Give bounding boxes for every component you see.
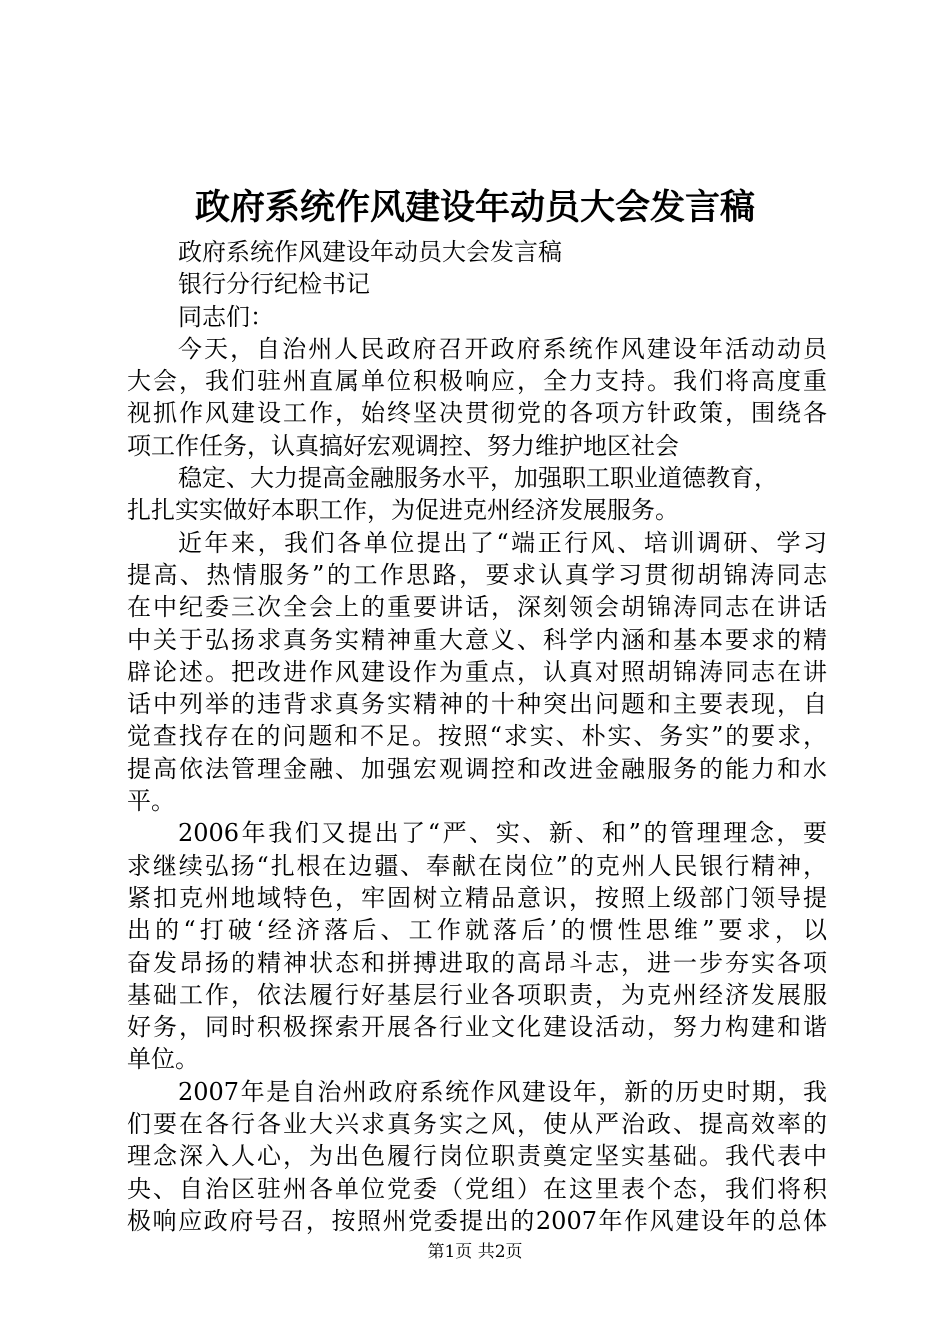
body-line: 们要在各行各业大兴求真务实之风，使从严治政、提高效率的 <box>127 1110 827 1139</box>
body-line: 话中列举的违背求真务实精神的十种突出问题和主要表现，自 <box>127 690 827 719</box>
body-line: 好务，同时积极探索开展各行业文化建设活动，努力构建和谐 <box>127 1013 827 1042</box>
body-line: 中关于弘扬求真务实精神重大意义、科学内涵和基本要求的精 <box>127 625 827 654</box>
document-body <box>127 236 827 1237</box>
body-line: 视抓作风建设工作，始终坚决贯彻党的各项方针政策，围绕各 <box>127 399 827 428</box>
page-footer: 第1页 共2页 <box>427 1242 523 1262</box>
body-line: 近年来，我们各单位提出了“端正行风、培训调研、学习 <box>178 528 827 557</box>
body-line: 出的“打破‘经济落后、工作就落后’的惯性思维”要求，以 <box>127 916 827 945</box>
body-line: 提高依法管理金融、加强宏观调控和改进金融服务的能力和水 <box>127 754 827 783</box>
body-line: 扎扎实实做好本职工作，为促进克州经济发展服务。 <box>127 496 679 525</box>
document-title: 政府系统作风建设年动员大会发言稿 <box>194 187 755 228</box>
body-line: 辟论述。把改进作风建设作为重点，认真对照胡锦涛同志在讲 <box>127 657 827 686</box>
body-line: 紧扣克州地域特色，牢固树立精品意识，按照上级部门领导提 <box>127 883 827 912</box>
body-line: 2007年是自治州政府系统作风建设年，新的历史时期，我 <box>178 1077 827 1106</box>
body-line: 极响应政府号召，按照州党委提出的2007年作风建设年的总体 <box>127 1206 827 1235</box>
body-line: 2006年我们又提出了“严、实、新、和”的管理理念，要 <box>178 819 827 848</box>
body-line: 理念深入人心，为出色履行岗位职责奠定坚实基础。我代表中 <box>127 1142 827 1171</box>
body-line: 单位。 <box>127 1045 199 1074</box>
body-line: 大会，我们驻州直属单位积极响应，全力支持。我们将高度重 <box>127 367 827 396</box>
body-line: 银行分行纪检书记 <box>178 270 370 299</box>
body-line: 提高、热情服务”的工作思路，要求认真学习贯彻胡锦涛同志 <box>127 560 827 589</box>
body-line: 项工作任务，认真搞好宏观调控、努力维护地区社会 <box>127 431 679 460</box>
body-line: 稳定、大力提高金融服务水平，加强职工职业道德教育， <box>178 464 778 493</box>
body-line: 奋发昂扬的精神状态和拼搏进取的高昂斗志，进一步夯实各项 <box>127 948 827 977</box>
body-line: 在中纪委三次全会上的重要讲话，深刻领会胡锦涛同志在讲话 <box>127 593 827 622</box>
body-line: 基础工作，依法履行好基层行业各项职责，为克州经济发展服 <box>127 980 827 1009</box>
body-line: 同志们： <box>178 302 274 331</box>
body-line: 求继续弘扬“扎根在边疆、奉献在岗位”的克州人民银行精神， <box>127 851 827 880</box>
body-line: 平。 <box>127 787 175 816</box>
body-line: 政府系统作风建设年动员大会发言稿 <box>178 238 562 266</box>
body-line: 今天，自治州人民政府召开政府系统作风建设年活动动员 <box>178 334 827 363</box>
body-line: 央、自治区驻州各单位党委（党组）在这里表个态，我们将积 <box>127 1174 827 1203</box>
body-line: 觉查找存在的问题和不足。按照“求实、朴实、务实”的要求， <box>127 722 827 751</box>
